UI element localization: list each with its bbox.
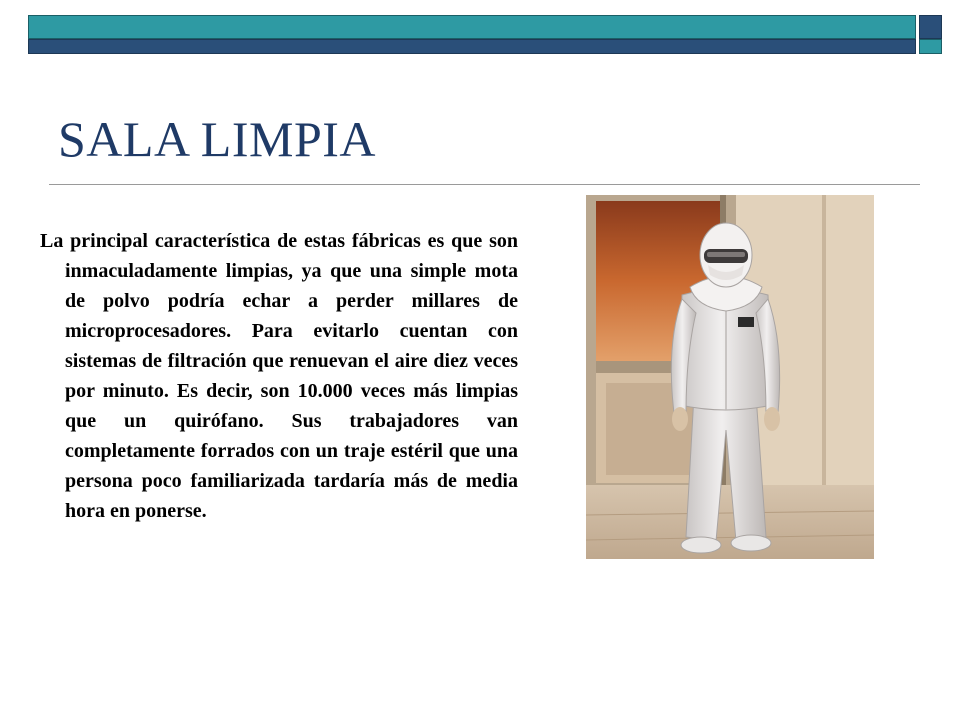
title-divider bbox=[49, 184, 920, 185]
top-bar-navy-band bbox=[28, 39, 916, 54]
floor bbox=[586, 485, 874, 559]
cleanroom-photo bbox=[586, 195, 874, 559]
top-bar-navy-square bbox=[919, 15, 942, 39]
cleanroom-worker-illustration bbox=[586, 195, 874, 559]
top-bar-teal-band bbox=[28, 15, 916, 39]
slide-title: SALA LIMPIA bbox=[58, 111, 377, 167]
top-bar-teal-square bbox=[919, 39, 942, 54]
slide-body-text: La principal característica de estas fábricas es que son inmaculadamente limpias, ya que una simple mota de polvo podría echar a perder millares de microprocesadores. Para evitarlo cuentan con sistemas de filtración que renuevan el aire diez veces por minuto. Es decir, son 10.000 veces más limpias que un quirófano. Sus trabajadores van completamente forrados con un traje estéril que una persona poco familiarizada tardaría más de media hora en ponerse. bbox=[40, 230, 518, 522]
chest-badge bbox=[738, 317, 754, 327]
top-decorative-bar bbox=[28, 15, 942, 55]
